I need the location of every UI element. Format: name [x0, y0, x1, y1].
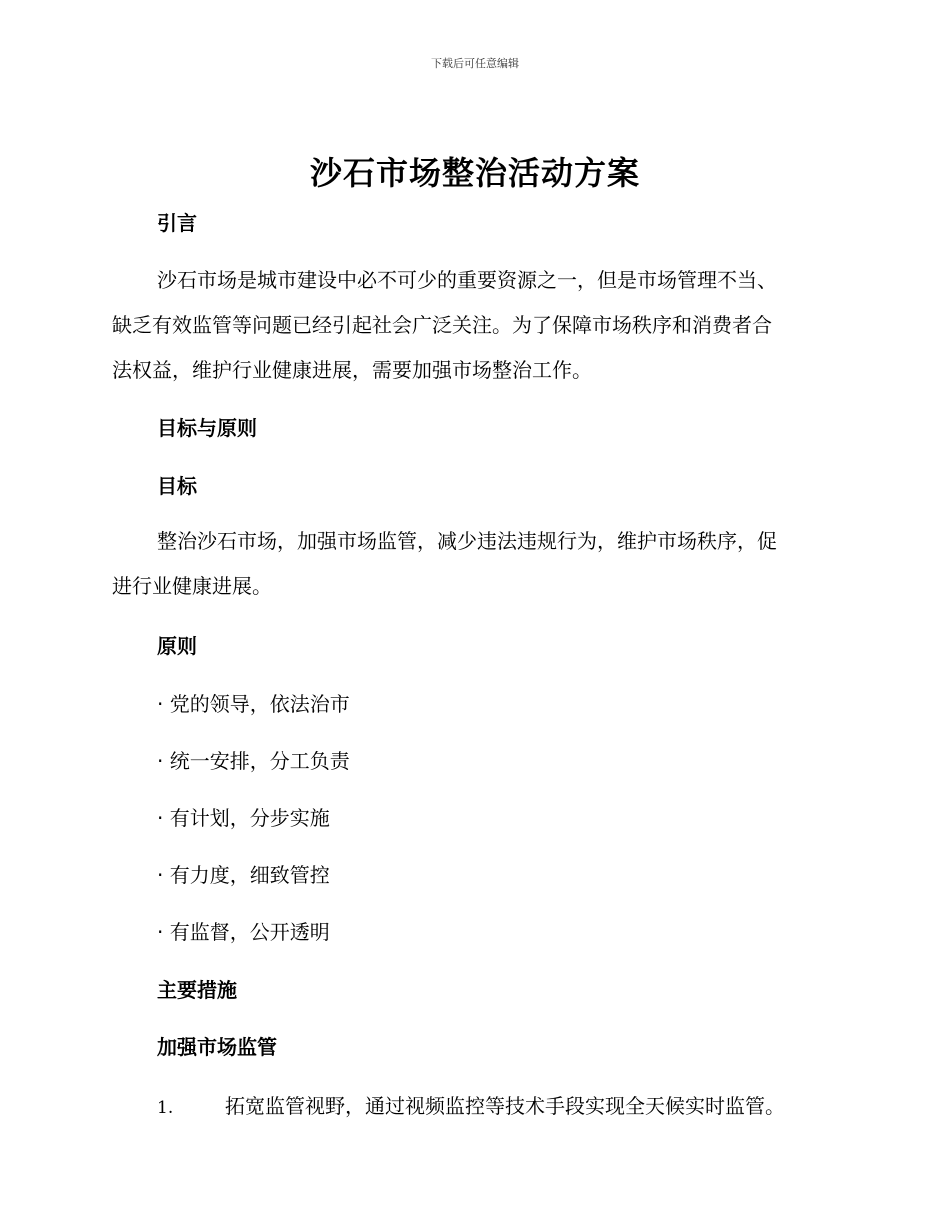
item-text: 拓宽监管视野，通过视频监控等技术手段实现全天候实时监管。	[225, 1094, 785, 1118]
paragraph-line: 整治沙石市场，加强市场监管，减少违法违规行为，维护市场秩序，促	[157, 529, 777, 553]
document-title: 沙石市场整治活动方案	[309, 154, 640, 192]
principle-item: · 有监督，公开透明	[157, 920, 330, 944]
item-number: 1.	[157, 1098, 174, 1118]
supervision-item	[157, 1090, 785, 1119]
principle-item: · 党的领导，依法治市	[157, 692, 350, 716]
principle-item: · 有计划，分步实施	[157, 806, 330, 830]
heading-goal: 目标	[157, 474, 197, 498]
paragraph-intro	[112, 258, 834, 393]
heading-principle: 原则	[157, 634, 197, 658]
heading-intro: 引言	[157, 211, 197, 235]
heading-supervision: 加强市场监管	[157, 1035, 277, 1059]
paragraph-line: 缺乏有效监管等问题已经引起社会广泛关注。为了保障市场秩序和消费者合	[112, 313, 772, 337]
principle-item: · 统一安排，分工负责	[157, 749, 350, 773]
paragraph-line: 进行业健康进展。	[112, 574, 272, 598]
header-note: 下载后可任意编辑	[431, 57, 519, 70]
paragraph-line: 沙石市场是城市建设中必不可少的重要资源之一，但是市场管理不当、	[157, 268, 777, 292]
heading-goals-principles: 目标与原则	[157, 416, 257, 440]
paragraph-goal	[112, 519, 834, 609]
heading-measures: 主要措施	[157, 978, 237, 1002]
paragraph-line: 法权益，维护行业健康进展，需要加强市场整治工作。	[112, 358, 592, 382]
principle-item: · 有力度，细致管控	[157, 863, 330, 887]
